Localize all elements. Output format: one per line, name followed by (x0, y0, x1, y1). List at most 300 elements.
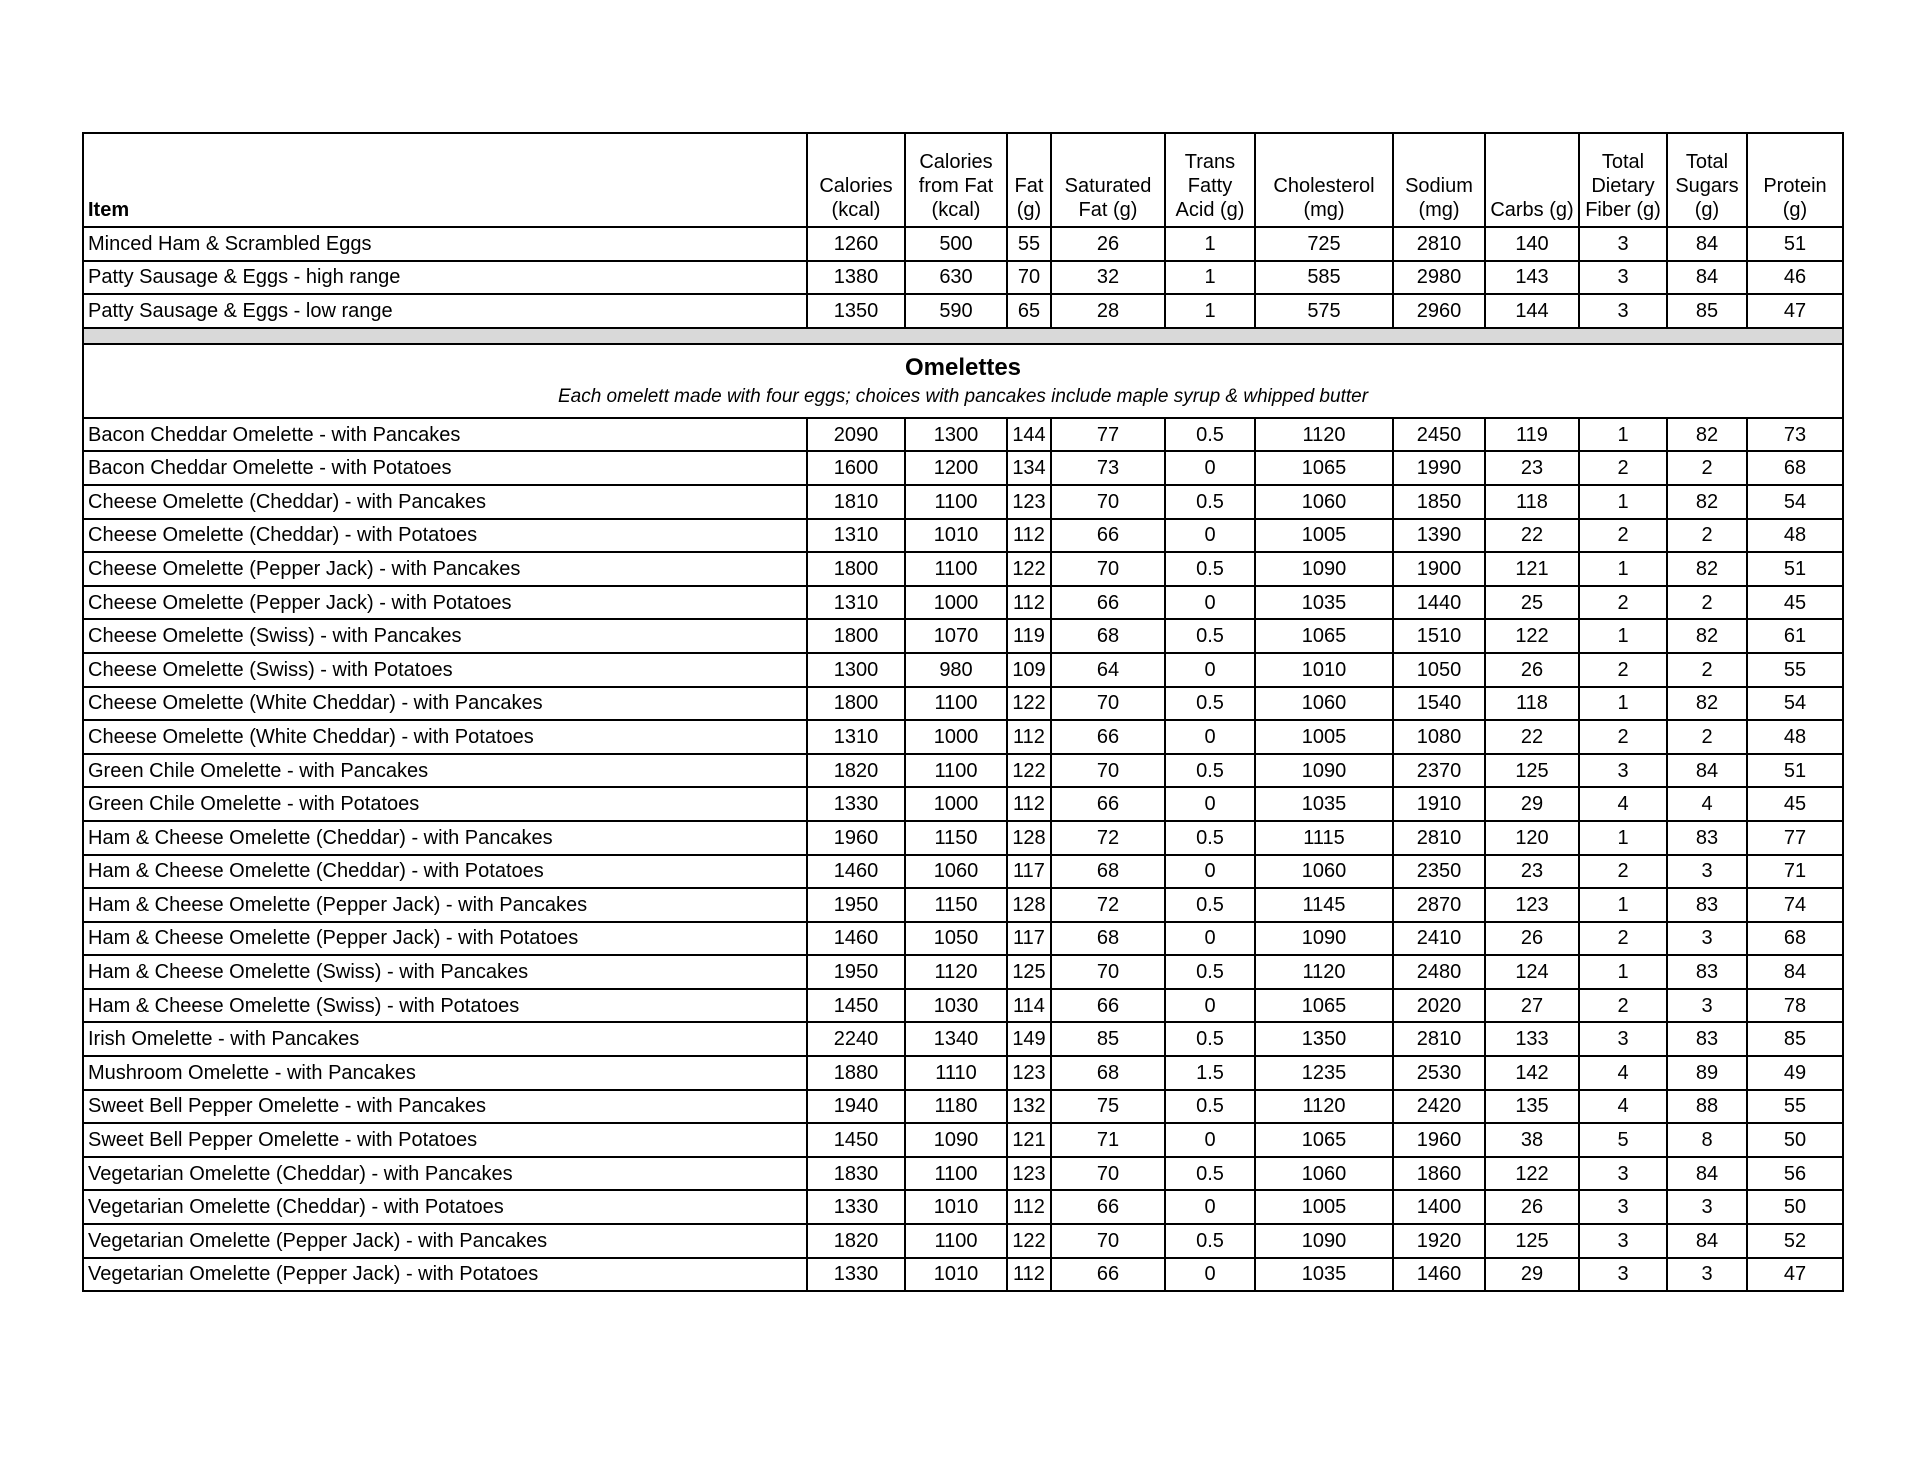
item-name-cell: Ham & Cheese Omelette (Swiss) - with Potatoes (83, 989, 807, 1023)
value-cell: 73 (1747, 418, 1843, 452)
value-cell: 1330 (807, 1190, 905, 1224)
value-cell: 64 (1051, 653, 1165, 687)
column-header-calories-from-fat: Calories from Fat (kcal) (905, 133, 1007, 227)
value-cell: 2 (1579, 451, 1667, 485)
value-cell: 0 (1165, 922, 1255, 956)
value-cell: 125 (1485, 754, 1579, 788)
value-cell: 1035 (1255, 586, 1393, 620)
value-cell: 2 (1579, 653, 1667, 687)
value-cell: 84 (1667, 261, 1747, 295)
value-cell: 25 (1485, 586, 1579, 620)
column-header-sodium: Sodium (mg) (1393, 133, 1485, 227)
value-cell: 3 (1579, 1224, 1667, 1258)
value-cell: 114 (1007, 989, 1051, 1023)
value-cell: 84 (1747, 955, 1843, 989)
item-name-cell: Minced Ham & Scrambled Eggs (83, 227, 807, 261)
value-cell: 71 (1747, 855, 1843, 889)
value-cell: 85 (1667, 294, 1747, 328)
value-cell: 122 (1007, 754, 1051, 788)
item-name-cell: Sweet Bell Pepper Omelette - with Potatoes (83, 1123, 807, 1157)
table-row (83, 294, 1843, 328)
value-cell: 89 (1667, 1056, 1747, 1090)
value-cell: 140 (1485, 227, 1579, 261)
value-cell: 2350 (1393, 855, 1485, 889)
table-row (83, 989, 1843, 1023)
value-cell: 125 (1485, 1224, 1579, 1258)
value-cell: 1010 (905, 1190, 1007, 1224)
value-cell: 88 (1667, 1090, 1747, 1124)
item-name-cell: Cheese Omelette (Pepper Jack) - with Potatoes (83, 586, 807, 620)
value-cell: 84 (1667, 754, 1747, 788)
value-cell: 1340 (905, 1022, 1007, 1056)
value-cell: 0 (1165, 1123, 1255, 1157)
section-title: Omelettes (904, 353, 1022, 381)
value-cell: 0 (1165, 1258, 1255, 1292)
item-name-cell: Vegetarian Omelette (Pepper Jack) - with Potatoes (83, 1258, 807, 1292)
value-cell: 1860 (1393, 1157, 1485, 1191)
value-cell: 1 (1165, 294, 1255, 328)
value-cell: 70 (1051, 955, 1165, 989)
value-cell: 3 (1667, 855, 1747, 889)
omelettes-section-header (83, 328, 1843, 418)
value-cell: 1800 (807, 552, 905, 586)
value-cell: 575 (1255, 294, 1393, 328)
value-cell: 1440 (1393, 586, 1485, 620)
header-row (83, 133, 1843, 227)
value-cell: 1 (1579, 687, 1667, 721)
item-name-cell: Ham & Cheese Omelette (Pepper Jack) - with Pancakes (83, 888, 807, 922)
value-cell: 0.5 (1165, 1157, 1255, 1191)
value-cell: 1035 (1255, 787, 1393, 821)
table-row (83, 261, 1843, 295)
value-cell: 1060 (1255, 1157, 1393, 1191)
value-cell: 1 (1579, 619, 1667, 653)
value-cell: 2 (1579, 586, 1667, 620)
value-cell: 1950 (807, 955, 905, 989)
item-name-cell: Green Chile Omelette - with Pancakes (83, 754, 807, 788)
table-row (83, 1022, 1843, 1056)
value-cell: 1300 (905, 418, 1007, 452)
value-cell: 134 (1007, 451, 1051, 485)
value-cell: 29 (1485, 1258, 1579, 1292)
value-cell: 1100 (905, 1224, 1007, 1258)
table-row (83, 888, 1843, 922)
value-cell: 0 (1165, 855, 1255, 889)
table-row (83, 1123, 1843, 1157)
table-row (83, 720, 1843, 754)
value-cell: 1000 (905, 586, 1007, 620)
value-cell: 68 (1051, 1056, 1165, 1090)
value-cell: 70 (1051, 687, 1165, 721)
value-cell: 2810 (1393, 227, 1485, 261)
value-cell: 66 (1051, 586, 1165, 620)
value-cell: 47 (1747, 1258, 1843, 1292)
value-cell: 123 (1485, 888, 1579, 922)
value-cell: 50 (1747, 1190, 1843, 1224)
value-cell: 144 (1485, 294, 1579, 328)
value-cell: 1350 (807, 294, 905, 328)
value-cell: 66 (1051, 1258, 1165, 1292)
value-cell: 630 (905, 261, 1007, 295)
value-cell: 0.5 (1165, 888, 1255, 922)
value-cell: 1 (1579, 485, 1667, 519)
value-cell: 55 (1747, 1090, 1843, 1124)
value-cell: 22 (1485, 720, 1579, 754)
value-cell: 1090 (1255, 1224, 1393, 1258)
value-cell: 1060 (905, 855, 1007, 889)
value-cell: 1960 (807, 821, 905, 855)
value-cell: 112 (1007, 519, 1051, 553)
value-cell: 0.5 (1165, 821, 1255, 855)
value-cell: 68 (1051, 619, 1165, 653)
value-cell: 1100 (905, 552, 1007, 586)
value-cell: 83 (1667, 821, 1747, 855)
value-cell: 0.5 (1165, 687, 1255, 721)
value-cell: 54 (1747, 687, 1843, 721)
value-cell: 122 (1007, 1224, 1051, 1258)
column-header-calories: Calories (kcal) (807, 133, 905, 227)
value-cell: 133 (1485, 1022, 1579, 1056)
value-cell: 70 (1051, 1224, 1165, 1258)
value-cell: 2 (1579, 855, 1667, 889)
value-cell: 75 (1051, 1090, 1165, 1124)
value-cell: 54 (1747, 485, 1843, 519)
value-cell: 1000 (905, 787, 1007, 821)
value-cell: 23 (1485, 451, 1579, 485)
item-name-cell: Ham & Cheese Omelette (Pepper Jack) - with Potatoes (83, 922, 807, 956)
value-cell: 1150 (905, 888, 1007, 922)
value-cell: 56 (1747, 1157, 1843, 1191)
value-cell: 980 (905, 653, 1007, 687)
value-cell: 48 (1747, 720, 1843, 754)
value-cell: 1 (1579, 955, 1667, 989)
value-cell: 0 (1165, 720, 1255, 754)
value-cell: 26 (1485, 653, 1579, 687)
value-cell: 82 (1667, 687, 1747, 721)
value-cell: 2 (1667, 586, 1747, 620)
item-name-cell: Cheese Omelette (Swiss) - with Pancakes (83, 619, 807, 653)
value-cell: 4 (1579, 1090, 1667, 1124)
value-cell: 1000 (905, 720, 1007, 754)
value-cell: 123 (1007, 1157, 1051, 1191)
value-cell: 3 (1579, 227, 1667, 261)
value-cell: 68 (1747, 922, 1843, 956)
table-row (83, 1190, 1843, 1224)
section-subtitle: Each omelett made with four eggs; choices with pancakes include maple syrup & whipped butter (557, 385, 1369, 407)
value-cell: 1960 (1393, 1123, 1485, 1157)
value-cell: 0 (1165, 787, 1255, 821)
item-name-cell: Ham & Cheese Omelette (Cheddar) - with Potatoes (83, 855, 807, 889)
column-header-cholesterol: Cholesterol (mg) (1255, 133, 1393, 227)
value-cell: 68 (1747, 451, 1843, 485)
value-cell: 123 (1007, 1056, 1051, 1090)
value-cell: 1 (1165, 227, 1255, 261)
value-cell: 3 (1667, 1258, 1747, 1292)
value-cell: 1350 (1255, 1022, 1393, 1056)
value-cell: 51 (1747, 227, 1843, 261)
value-cell: 65 (1007, 294, 1051, 328)
value-cell: 66 (1051, 519, 1165, 553)
value-cell: 1800 (807, 687, 905, 721)
value-cell: 1540 (1393, 687, 1485, 721)
value-cell: 2960 (1393, 294, 1485, 328)
value-cell: 1030 (905, 989, 1007, 1023)
value-cell: 144 (1007, 418, 1051, 452)
value-cell: 0.5 (1165, 955, 1255, 989)
value-cell: 500 (905, 227, 1007, 261)
value-cell: 112 (1007, 787, 1051, 821)
value-cell: 83 (1667, 1022, 1747, 1056)
value-cell: 2870 (1393, 888, 1485, 922)
value-cell: 84 (1667, 1224, 1747, 1258)
value-cell: 119 (1485, 418, 1579, 452)
value-cell: 1460 (1393, 1258, 1485, 1292)
value-cell: 1235 (1255, 1056, 1393, 1090)
value-cell: 66 (1051, 787, 1165, 821)
table-row (83, 1157, 1843, 1191)
value-cell: 78 (1747, 989, 1843, 1023)
value-cell: 0 (1165, 586, 1255, 620)
value-cell: 2450 (1393, 418, 1485, 452)
item-name-cell: Cheese Omelette (Swiss) - with Potatoes (83, 653, 807, 687)
value-cell: 51 (1747, 552, 1843, 586)
table-row (83, 519, 1843, 553)
value-cell: 2240 (807, 1022, 905, 1056)
nutrition-table-container (82, 132, 1842, 1292)
value-cell: 109 (1007, 653, 1051, 687)
value-cell: 124 (1485, 955, 1579, 989)
value-cell: 2530 (1393, 1056, 1485, 1090)
value-cell: 3 (1579, 1258, 1667, 1292)
value-cell: 66 (1051, 1190, 1165, 1224)
value-cell: 0 (1165, 519, 1255, 553)
value-cell: 1600 (807, 451, 905, 485)
value-cell: 1 (1165, 261, 1255, 295)
value-cell: 3 (1579, 261, 1667, 295)
value-cell: 1080 (1393, 720, 1485, 754)
value-cell: 128 (1007, 888, 1051, 922)
column-header-saturated-fat: Saturated Fat (g) (1051, 133, 1165, 227)
value-cell: 0.5 (1165, 619, 1255, 653)
value-cell: 26 (1485, 922, 1579, 956)
value-cell: 50 (1747, 1123, 1843, 1157)
value-cell: 5 (1579, 1123, 1667, 1157)
value-cell: 0 (1165, 653, 1255, 687)
value-cell: 1100 (905, 1157, 1007, 1191)
value-cell: 112 (1007, 1190, 1051, 1224)
value-cell: 1400 (1393, 1190, 1485, 1224)
value-cell: 1450 (807, 1123, 905, 1157)
value-cell: 45 (1747, 586, 1843, 620)
value-cell: 84 (1667, 227, 1747, 261)
value-cell: 2 (1579, 720, 1667, 754)
value-cell: 1 (1579, 418, 1667, 452)
value-cell: 117 (1007, 922, 1051, 956)
value-cell: 1100 (905, 485, 1007, 519)
section-heading-row (83, 344, 1843, 418)
table-row (83, 418, 1843, 452)
value-cell: 2 (1667, 720, 1747, 754)
value-cell: 1310 (807, 519, 905, 553)
value-cell: 1005 (1255, 720, 1393, 754)
value-cell: 82 (1667, 619, 1747, 653)
value-cell: 1810 (807, 485, 905, 519)
value-cell: 112 (1007, 720, 1051, 754)
item-name-cell: Cheese Omelette (White Cheddar) - with Pancakes (83, 687, 807, 721)
value-cell: 149 (1007, 1022, 1051, 1056)
value-cell: 83 (1667, 888, 1747, 922)
item-name-cell: Cheese Omelette (White Cheddar) - with Potatoes (83, 720, 807, 754)
value-cell: 122 (1485, 1157, 1579, 1191)
value-cell: 1120 (1255, 955, 1393, 989)
value-cell: 122 (1007, 552, 1051, 586)
value-cell: 51 (1747, 754, 1843, 788)
value-cell: 1010 (905, 1258, 1007, 1292)
omelette-rows (83, 418, 1843, 1291)
value-cell: 1310 (807, 720, 905, 754)
value-cell: 68 (1051, 855, 1165, 889)
value-cell: 0.5 (1165, 418, 1255, 452)
value-cell: 122 (1485, 619, 1579, 653)
value-cell: 1010 (905, 519, 1007, 553)
item-name-cell: Cheese Omelette (Pepper Jack) - with Pancakes (83, 552, 807, 586)
value-cell: 1050 (905, 922, 1007, 956)
value-cell: 2980 (1393, 261, 1485, 295)
value-cell: 0.5 (1165, 485, 1255, 519)
value-cell: 1090 (1255, 922, 1393, 956)
table-row (83, 485, 1843, 519)
value-cell: 2 (1667, 451, 1747, 485)
table-row (83, 653, 1843, 687)
value-cell: 2410 (1393, 922, 1485, 956)
table-row (83, 687, 1843, 721)
value-cell: 2 (1579, 519, 1667, 553)
value-cell: 725 (1255, 227, 1393, 261)
column-header-dietary-fiber: Total Dietary Fiber (g) (1579, 133, 1667, 227)
value-cell: 2090 (807, 418, 905, 452)
value-cell: 4 (1579, 787, 1667, 821)
value-cell: 84 (1667, 1157, 1747, 1191)
value-cell: 142 (1485, 1056, 1579, 1090)
value-cell: 1120 (1255, 1090, 1393, 1124)
item-name-cell: Cheese Omelette (Cheddar) - with Pancakes (83, 485, 807, 519)
value-cell: 1070 (905, 619, 1007, 653)
value-cell: 52 (1747, 1224, 1843, 1258)
value-cell: 135 (1485, 1090, 1579, 1124)
value-cell: 85 (1051, 1022, 1165, 1056)
value-cell: 0 (1165, 1190, 1255, 1224)
value-cell: 143 (1485, 261, 1579, 295)
value-cell: 2 (1667, 519, 1747, 553)
value-cell: 120 (1485, 821, 1579, 855)
value-cell: 1150 (905, 821, 1007, 855)
value-cell: 26 (1485, 1190, 1579, 1224)
table-row (83, 1224, 1843, 1258)
value-cell: 71 (1051, 1123, 1165, 1157)
value-cell: 112 (1007, 586, 1051, 620)
value-cell: 32 (1051, 261, 1165, 295)
value-cell: 1330 (807, 787, 905, 821)
value-cell: 132 (1007, 1090, 1051, 1124)
value-cell: 585 (1255, 261, 1393, 295)
value-cell: 3 (1667, 1190, 1747, 1224)
value-cell: 3 (1579, 1157, 1667, 1191)
item-name-cell: Bacon Cheddar Omelette - with Potatoes (83, 451, 807, 485)
value-cell: 66 (1051, 989, 1165, 1023)
value-cell: 0.5 (1165, 1090, 1255, 1124)
value-cell: 4 (1579, 1056, 1667, 1090)
value-cell: 121 (1007, 1123, 1051, 1157)
value-cell: 77 (1051, 418, 1165, 452)
value-cell: 28 (1051, 294, 1165, 328)
value-cell: 72 (1051, 821, 1165, 855)
value-cell: 118 (1485, 485, 1579, 519)
value-cell: 2 (1579, 922, 1667, 956)
value-cell: 1450 (807, 989, 905, 1023)
value-cell: 1065 (1255, 619, 1393, 653)
value-cell: 1920 (1393, 1224, 1485, 1258)
table-row (83, 955, 1843, 989)
value-cell: 1990 (1393, 451, 1485, 485)
value-cell: 1390 (1393, 519, 1485, 553)
table-row (83, 754, 1843, 788)
item-name-cell: Vegetarian Omelette (Cheddar) - with Potatoes (83, 1190, 807, 1224)
value-cell: 1880 (807, 1056, 905, 1090)
value-cell: 70 (1007, 261, 1051, 295)
value-cell: 1460 (807, 855, 905, 889)
table-row (83, 619, 1843, 653)
value-cell: 1460 (807, 922, 905, 956)
value-cell: 66 (1051, 720, 1165, 754)
value-cell: 77 (1747, 821, 1843, 855)
value-cell: 1180 (905, 1090, 1007, 1124)
item-name-cell: Cheese Omelette (Cheddar) - with Potatoes (83, 519, 807, 553)
value-cell: 85 (1747, 1022, 1843, 1056)
column-header-item: Item (83, 133, 807, 227)
value-cell: 48 (1747, 519, 1843, 553)
value-cell: 1330 (807, 1258, 905, 1292)
nutrition-table (82, 132, 1844, 1292)
value-cell: 0.5 (1165, 552, 1255, 586)
column-header-total-sugars: Total Sugars (g) (1667, 133, 1747, 227)
value-cell: 1510 (1393, 619, 1485, 653)
value-cell: 22 (1485, 519, 1579, 553)
value-cell: 3 (1667, 989, 1747, 1023)
value-cell: 1090 (1255, 754, 1393, 788)
value-cell: 1120 (905, 955, 1007, 989)
value-cell: 1820 (807, 1224, 905, 1258)
item-name-cell: Vegetarian Omelette (Pepper Jack) - with Pancakes (83, 1224, 807, 1258)
value-cell: 29 (1485, 787, 1579, 821)
value-cell: 1060 (1255, 485, 1393, 519)
value-cell: 119 (1007, 619, 1051, 653)
value-cell: 1065 (1255, 989, 1393, 1023)
value-cell: 0.5 (1165, 1224, 1255, 1258)
value-cell: 1010 (1255, 653, 1393, 687)
item-name-cell: Ham & Cheese Omelette (Cheddar) - with Pancakes (83, 821, 807, 855)
value-cell: 122 (1007, 687, 1051, 721)
value-cell: 1.5 (1165, 1056, 1255, 1090)
value-cell: 82 (1667, 552, 1747, 586)
item-name-cell: Sweet Bell Pepper Omelette - with Pancakes (83, 1090, 807, 1124)
value-cell: 1050 (1393, 653, 1485, 687)
value-cell: 61 (1747, 619, 1843, 653)
value-cell: 72 (1051, 888, 1165, 922)
top-rows (83, 227, 1843, 328)
value-cell: 2810 (1393, 1022, 1485, 1056)
value-cell: 1300 (807, 653, 905, 687)
value-cell: 1110 (905, 1056, 1007, 1090)
